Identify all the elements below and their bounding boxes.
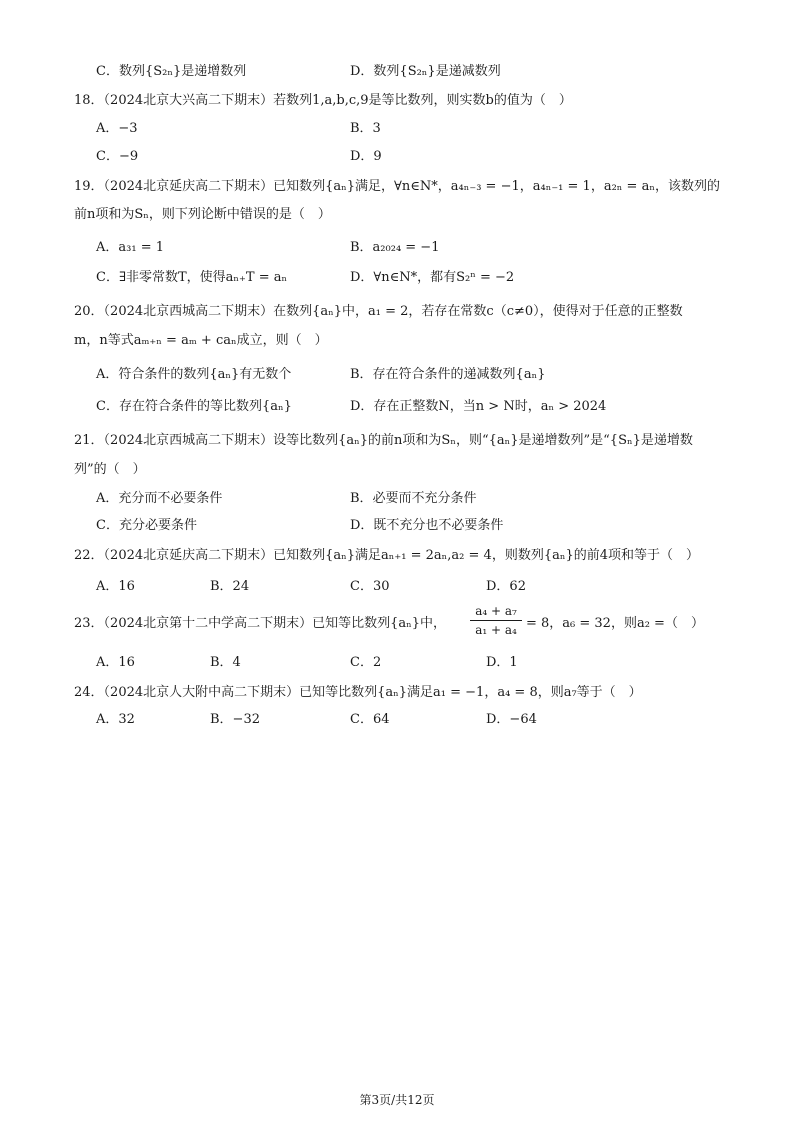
q23-option-a: A．16: [96, 655, 135, 670]
q21-stem-line2: 列”的（ ）: [74, 462, 146, 477]
q21-option-c: C．充分必要条件: [96, 518, 197, 533]
q24-stem: 24．（2024北京人大附中高二下期末）已知等比数列{aₙ}满足a₁ = −1，a₄ = 8，则a₇等于（ ）: [74, 685, 642, 700]
q23-fraction: [468, 603, 524, 638]
q22-stem: 22．（2024北京延庆高二下期末）已知数列{aₙ}满足aₙ₊₁ = 2aₙ,a₂ = 4，则数列{aₙ}的前4项和等于（ ）: [74, 548, 700, 563]
q19-stem-line2: 前n项和为Sₙ，则下列论断中错误的是（ ）: [74, 207, 331, 222]
q23-stem-prefix: 23．（2024北京第十二中学高二下期末）已知等比数列{aₙ}中，: [74, 616, 447, 631]
q20-option-c: C．存在符合条件的等比数列{aₙ}: [96, 399, 292, 414]
q20-stem-line2: m，n等式aₘ₊ₙ = aₘ + caₙ成立，则（ ）: [74, 333, 328, 348]
q20-option-b: B．存在符合条件的递减数列{aₙ}: [350, 367, 546, 382]
q19-option-b: B．a₂₀₂₄ = −1: [350, 240, 440, 255]
q23-option-b: B．4: [210, 655, 241, 670]
q21-option-a: A．充分而不必要条件: [96, 491, 223, 506]
q24-option-b: B．−32: [210, 712, 260, 727]
q22-option-c: C．30: [350, 579, 390, 594]
q23-fraction-denominator: a₁ + a₄: [475, 623, 517, 637]
q21-option-b: B．必要而不充分条件: [350, 491, 477, 506]
q22-option-a: A．16: [96, 579, 135, 594]
q24-option-c: C．64: [350, 712, 390, 727]
q17-option-d: D．数列{S₂ₙ}是递减数列: [350, 64, 501, 79]
page-footer: 第3页/共12页: [359, 1093, 435, 1107]
q20-stem-line1: 20．（2024北京西城高二下期末）在数列{aₙ}中，a₁ = 2，若存在常数c（c≠0），使得对于任意的正整数: [74, 304, 683, 319]
q17-option-c: C．数列{S₂ₙ}是递增数列: [96, 64, 247, 79]
q24-option-a: A．32: [96, 712, 135, 727]
q19-option-a: A．a₃₁ = 1: [96, 240, 164, 255]
q23-fraction-bar: [470, 620, 522, 621]
q23-fraction-numerator: a₄ + a₇: [475, 604, 517, 618]
q20-option-a: A．符合条件的数列{aₙ}有无数个: [96, 367, 292, 382]
q18-stem: 18．（2024北京大兴高二下期末）若数列1,a,b,c,9是等比数列，则实数b的值为（ ）: [74, 93, 572, 108]
q18-option-c: C．−9: [96, 149, 139, 164]
q23-option-d: D．1: [486, 655, 518, 670]
q24-option-d: D．−64: [486, 712, 537, 727]
q20-option-d: D．存在正整数N，当n > N时，aₙ > 2024: [350, 399, 607, 414]
q19-option-d: D．∀n∈N*，都有S₂ⁿ = −2: [350, 270, 515, 285]
q23-stem-suffix: = 8，a₆ = 32，则a₂ =（ ）: [526, 616, 704, 631]
q22-option-d: D．62: [486, 579, 526, 594]
q21-option-d: D．既不充分也不必要条件: [350, 518, 504, 533]
q18-option-b: B．3: [350, 121, 381, 136]
q23-option-c: C．2: [350, 655, 382, 670]
q22-option-b: B．24: [210, 579, 250, 594]
q19-option-c: C．∃非零常数T，使得aₙ₊T = aₙ: [96, 270, 288, 285]
q19-stem-line1: 19．（2024北京延庆高二下期末）已知数列{aₙ}满足，∀n∈N*，a₄ₙ₋₃ = −1，a₄ₙ₋₁ = 1，a₂ₙ = aₙ，该数列的: [74, 179, 720, 194]
q18-option-d: D．9: [350, 149, 382, 164]
q18-option-a: A．−3: [96, 121, 138, 136]
q21-stem-line1: 21．（2024北京西城高二下期末）设等比数列{aₙ}的前n项和为Sₙ，则“{aₙ}是递增数列”是“{Sₙ}是递增数: [74, 433, 693, 448]
